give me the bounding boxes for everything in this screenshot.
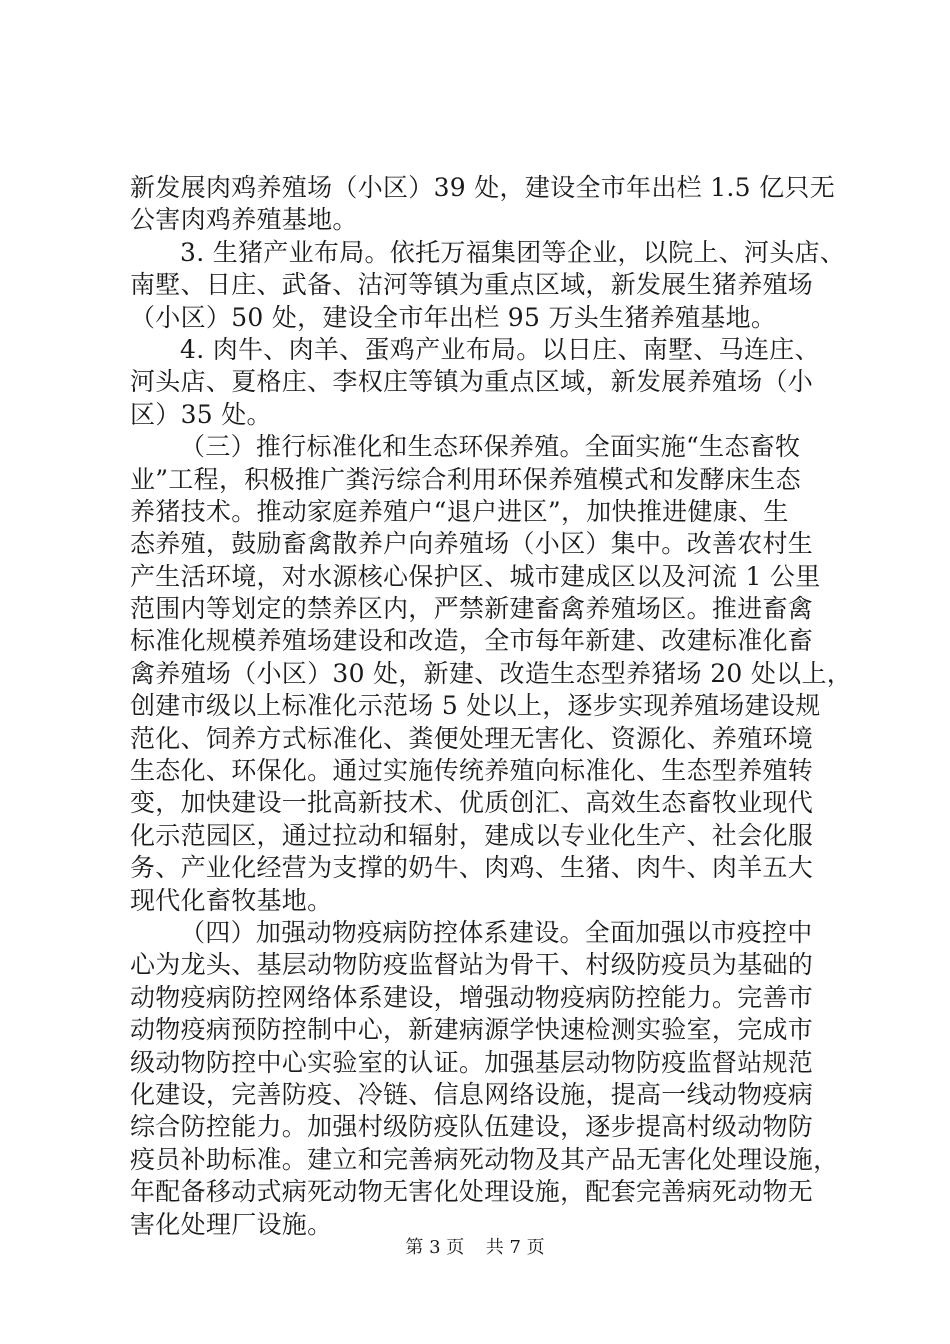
text-line: 综合防控能力。加强村级防疫队伍建设，逐步提高村级动物防 <box>130 1112 814 1142</box>
text-line: 化示范园区，通过拉动和辐射，建成以专业化生产、社会化服 <box>130 820 814 850</box>
text-line: （四）加强动物疫病防控体系建设。全面加强以市疫控中 <box>180 917 813 947</box>
text-line: 河头店、夏格庄、李权庄等镇为重点区域，新发展养殖场（小 <box>130 367 814 397</box>
text-line: 区）35 处。 <box>130 399 272 429</box>
text-line: 级动物防控中心实验室的认证。加强基层动物防疫监督站规范 <box>130 1047 814 1077</box>
text-line: 新发展肉鸡养殖场（小区）39 处，建设全市年出栏 1.5 亿只无 <box>130 173 836 202</box>
text-line: 4. 肉牛、肉羊、蛋鸡产业布局。以日庄、南墅、马连庄、 <box>180 334 820 364</box>
text-line: 范化、饲养方式标准化、粪便处理无害化、资源化、养殖环境 <box>130 723 814 753</box>
text-line: 年配备移动式病死动物无害化处理设施，配套完善病死动物无 <box>130 1177 814 1207</box>
text-line: 产生活环境，对水源核心保护区、城市建成区以及河流 1 公里 <box>130 561 821 591</box>
page-footer <box>0 1233 950 1259</box>
text-line: 3. 生猪产业布局。依托万福集团等企业，以院上、河头店、 <box>180 237 846 267</box>
text-line: 动物疫病防控网络体系建设，增强动物疫病防控能力。完善市 <box>130 982 814 1012</box>
text-line: 现代化畜牧基地。 <box>130 885 333 915</box>
text-line: 态养殖，鼓励畜禽散养户向养殖场（小区）集中。改善农村生 <box>130 529 814 559</box>
text-line: 范围内等划定的禁养区内，严禁新建畜禽养殖场区。推进畜禽 <box>130 594 814 624</box>
text-line: 禽养殖场（小区）30 处，新建、改造生态型养猪场 20 处以上， <box>130 658 853 688</box>
text-line: 公害肉鸡养殖基地。 <box>130 205 358 235</box>
text-line: 动物疫病预防控制中心，新建病源学快速检测实验室，完成市 <box>130 1015 814 1045</box>
text-line: 养猪技术。推动家庭养殖户“退户进区”，加快推进健康、生 <box>130 496 789 526</box>
text-line: 生态化、环保化。通过实施传统养殖向标准化、生态型养殖转 <box>130 756 814 786</box>
text-line: 疫员补助标准。建立和完善病死动物及其产品无害化处理设施， <box>130 1144 839 1174</box>
page-number: 第 3 页 <box>405 1237 465 1258</box>
text-line: 南墅、日庄、武备、沽河等镇为重点区域，新发展生猪养殖场 <box>130 270 814 300</box>
text-line: 业”工程，积极推广粪污综合利用环保养殖模式和发酵床生态 <box>130 464 801 494</box>
page-total: 共 7 页 <box>485 1237 545 1258</box>
text-line: （三）推行标准化和生态环保养殖。全面实施“生态畜牧 <box>180 432 801 462</box>
text-line: （小区）50 处，建设全市年出栏 95 万头生猪养殖基地。 <box>130 302 777 332</box>
text-line: 标准化规模养殖场建设和改造，全市每年新建、改建标准化畜 <box>130 626 814 656</box>
document-body <box>130 172 853 1241</box>
text-line: 务、产业化经营为支撑的奶牛、肉鸡、生猪、肉牛、肉羊五大 <box>130 853 814 883</box>
text-line: 害化处理厂设施。 <box>130 1209 333 1239</box>
text-line: 心为龙头、基层动物防疫监督站为骨干、村级防疫员为基础的 <box>130 950 814 980</box>
text-line: 变，加快建设一批高新技术、优质创汇、高效生态畜牧业现代 <box>130 788 814 818</box>
text-line: 化建设，完善防疫、冷链、信息网络设施，提高一线动物疫病 <box>130 1079 814 1109</box>
text-line: 创建市级以上标准化示范场 5 处以上，逐步实现养殖场建设规 <box>130 691 821 721</box>
